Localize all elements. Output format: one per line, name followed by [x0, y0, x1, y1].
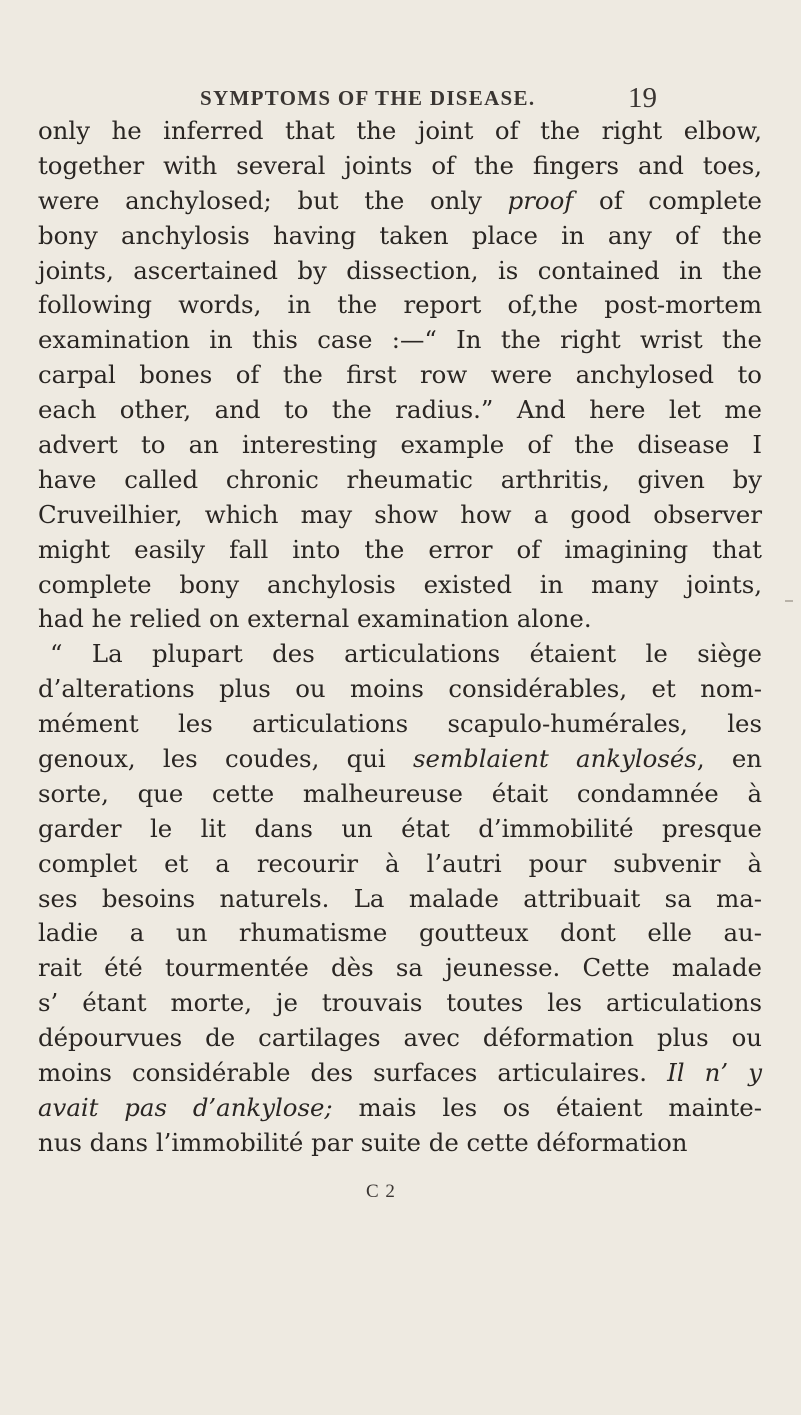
text-line: Cruveilhier, which may show how a good observer — [38, 499, 762, 529]
running-title: SYMPTOMS OF THE DISEASE. — [200, 86, 536, 110]
text-line: examination in this case :—“ In the right wrist the — [38, 325, 762, 355]
text-line: advert to an interesting example of the disease I — [38, 430, 762, 460]
text-line: nus dans l’immobilité par suite de cette déformation — [38, 1127, 688, 1157]
text-line: garder le lit dans un état d’immobilité presque — [38, 813, 762, 843]
italic-run: avait pas d’ankylose; — [38, 1092, 333, 1122]
italic-run: proof — [507, 185, 574, 215]
text-line: had he relied on external examination alone. — [38, 604, 592, 634]
signature-mark: C 2 — [366, 1181, 396, 1202]
text-line — [38, 1091, 762, 1126]
text-line — [38, 742, 762, 777]
text-line: complete bony anchylosis existed in many joints, — [38, 569, 762, 599]
text-run: genoux, les coudes, qui — [38, 744, 413, 774]
text-line: have called chronic rheumatic arthritis, given by — [38, 464, 762, 494]
text-run: mais les os étaient mainte- — [332, 1092, 762, 1122]
text-line: each other, and to the radius.” And here let me — [38, 395, 762, 425]
text-run: moins considérable des surfaces articulaires. — [38, 1058, 668, 1088]
text-line: following words, in the report of,the post-mortem — [38, 290, 762, 320]
text-line — [38, 184, 762, 219]
body-text — [38, 114, 762, 1161]
text-line: “ La plupart des articulations étaient le siège — [50, 639, 762, 669]
italic-run: semblaient ankylosés — [413, 744, 697, 774]
text-line: ladie a un rhumatisme goutteux dont elle au- — [38, 918, 762, 948]
text-line: dépourvues de cartilages avec déformation plus ou — [38, 1023, 762, 1053]
text-line: s’ étant morte, je trouvais toutes les articulations — [38, 988, 762, 1018]
page-number: 19 — [628, 82, 657, 114]
text-line: complet et a recourir à l’autri pour subvenir à — [38, 848, 762, 878]
text-line: ses besoins naturels. La malade attribuait sa ma- — [38, 883, 762, 913]
text-line: only he inferred that the joint of the right elbow, — [38, 116, 762, 145]
text-line: might easily fall into the error of imagining that — [38, 534, 762, 564]
text-line: mément les articulations scapulo-humérales, les — [38, 709, 762, 739]
italic-run: Il n’ y — [667, 1058, 762, 1088]
margin-speck — [785, 600, 793, 602]
text-run: were anchylosed; but the only — [38, 185, 508, 215]
text-line: sorte, que cette malheureuse était condamnée à — [38, 778, 762, 808]
text-line: d’alterations plus ou moins considérables, et nom- — [38, 674, 762, 704]
text-run: of complete — [573, 185, 762, 215]
text-run: , en — [696, 744, 762, 774]
text-line: rait été tourmentée dès sa jeunesse. Cette malade — [38, 953, 762, 983]
text-line: carpal bones of the first row were anchylosed to — [38, 360, 762, 390]
text-line: together with several joints of the fingers and toes, — [38, 150, 762, 180]
text-line — [38, 1056, 762, 1091]
text-line: joints, ascertained by dissection, is contained in the — [38, 255, 762, 285]
running-head — [0, 82, 801, 116]
text-line: bony anchylosis having taken place in any of the — [38, 220, 762, 250]
